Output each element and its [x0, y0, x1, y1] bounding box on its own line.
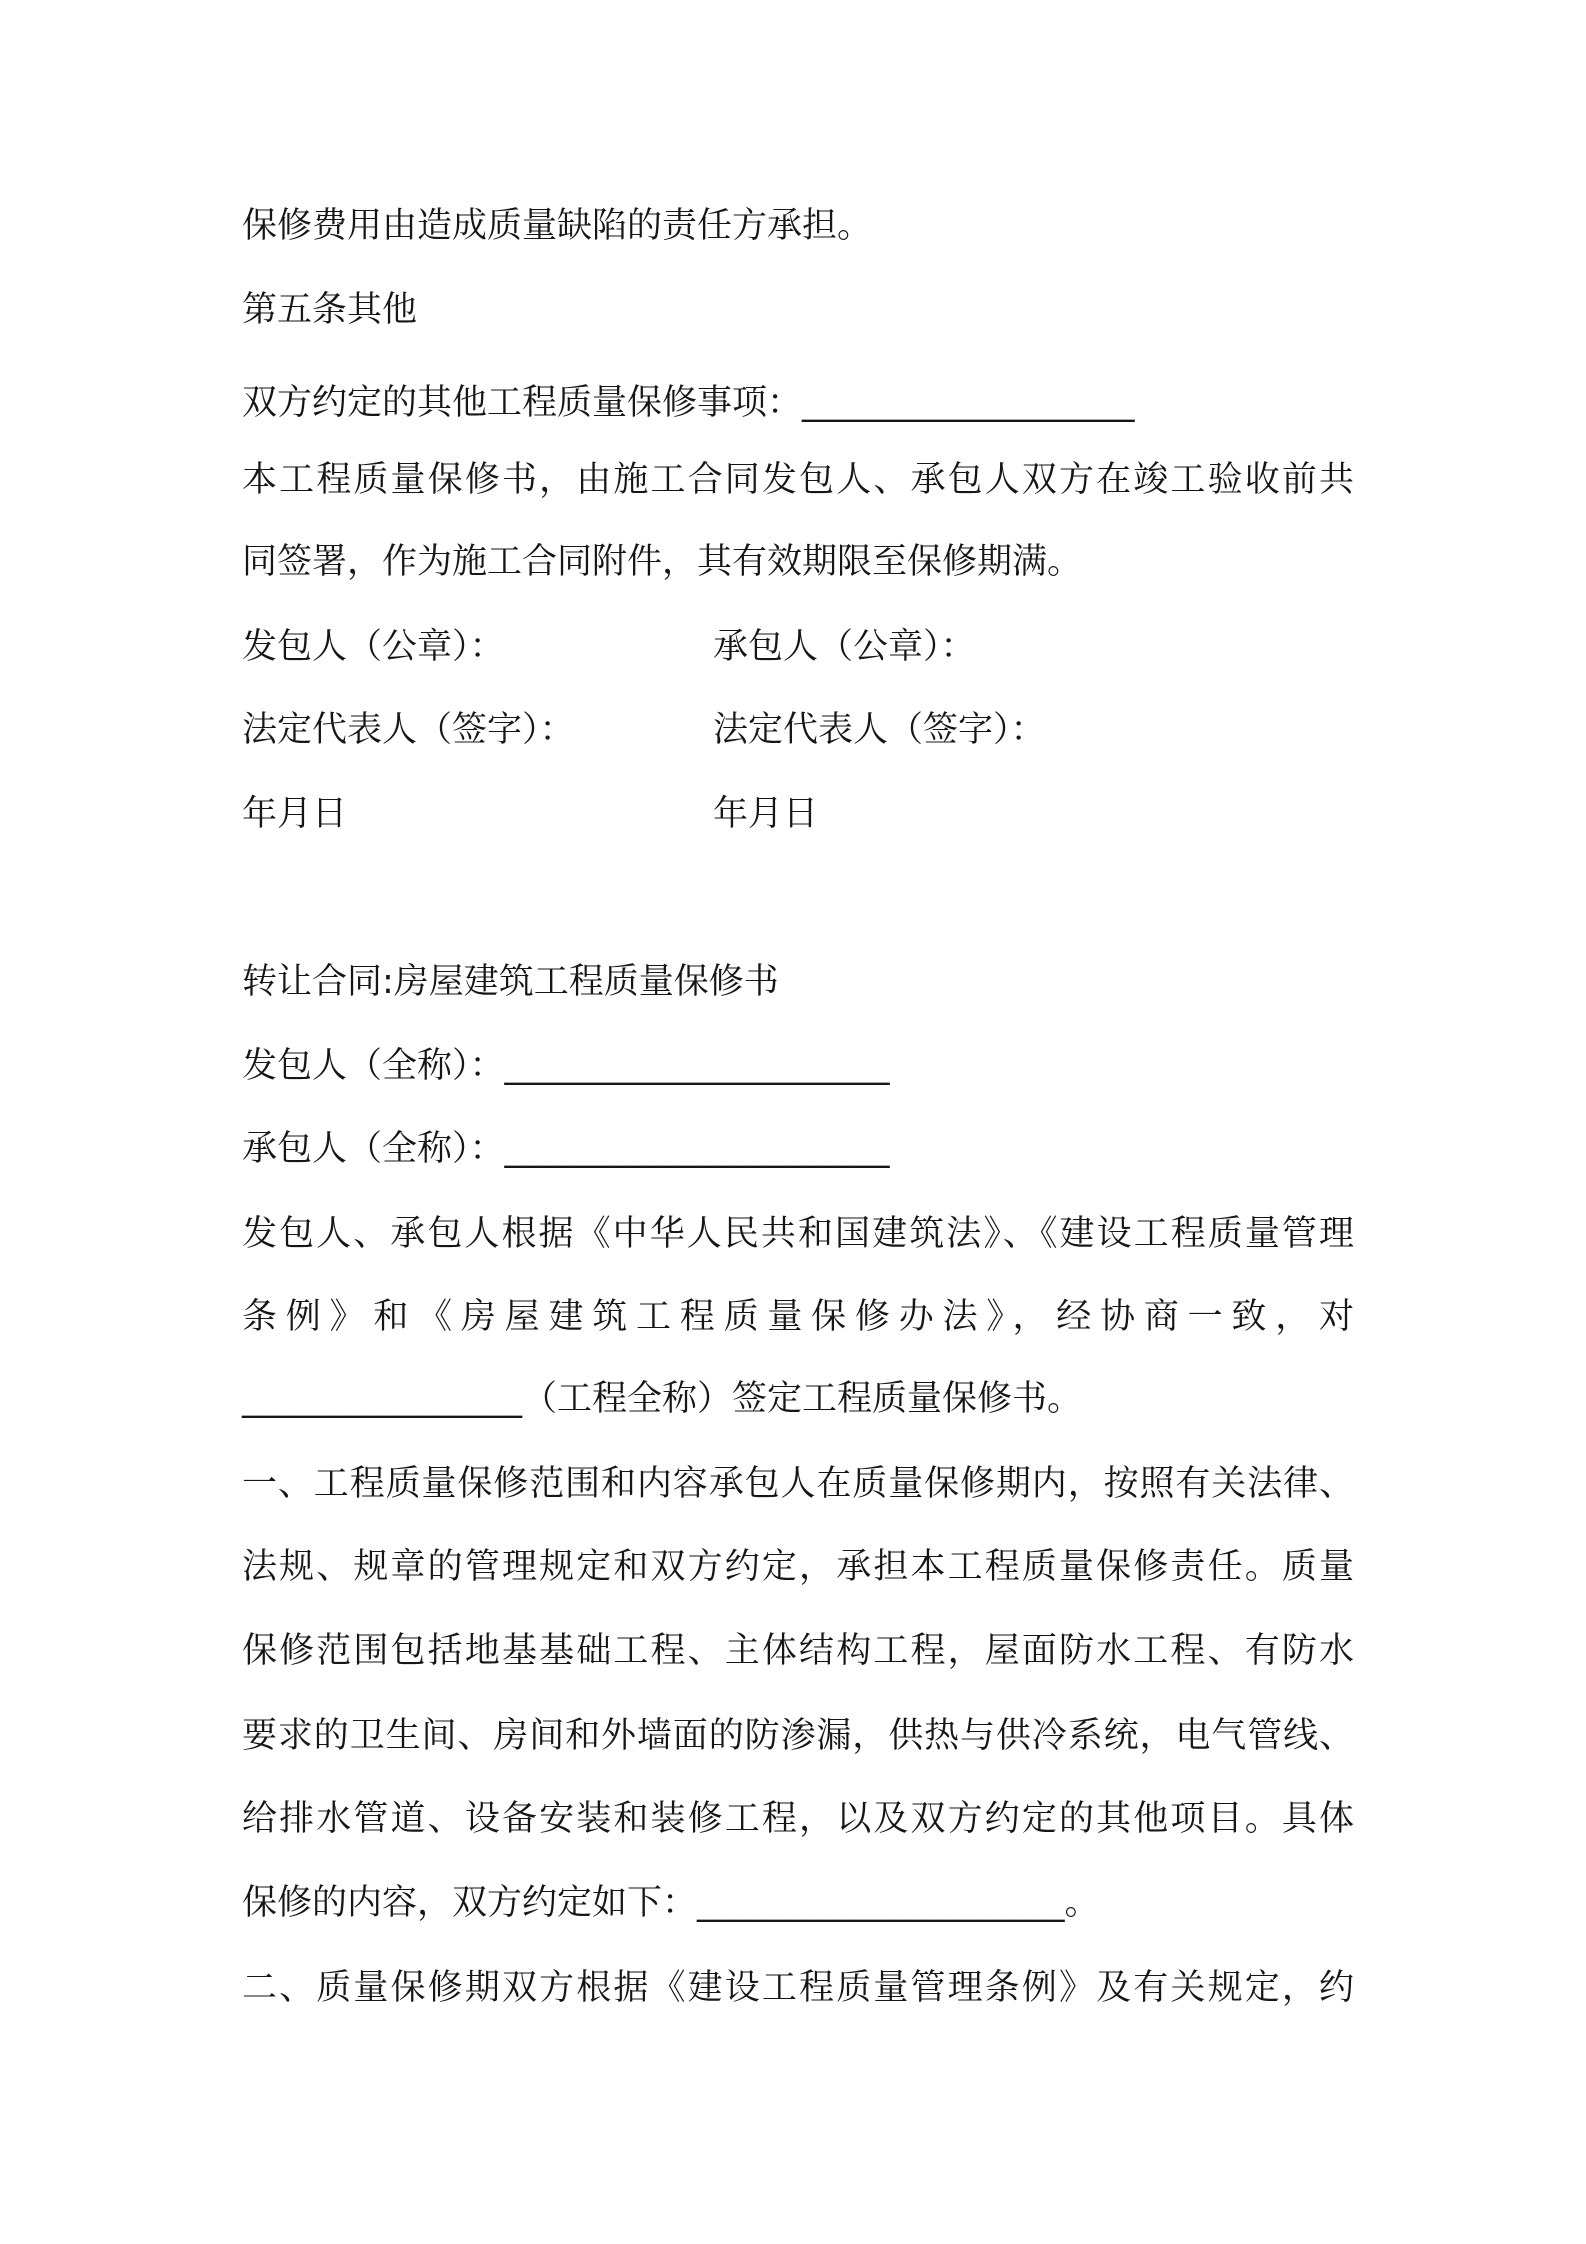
- section-one-line: 要求的卫生间、房间和外墙面的防渗漏，供热与供冷系统，电气管线、: [242, 1716, 1354, 1756]
- contractor-date-label: 年月日: [713, 794, 819, 834]
- employer-date-label: 年月日: [242, 794, 348, 834]
- section-one-line: 保修的内容，双方约定如下：_____________________。: [242, 1883, 1100, 1923]
- employer-name-blank: 发包人（全称）：______________________: [242, 1046, 890, 1086]
- other-items-blank-line: 双方约定的其他工程质量保修事项：___________________: [242, 383, 1135, 423]
- employer-seal-label: 发包人（公章）：: [242, 627, 505, 667]
- employer-representative-label: 法定代表人（签字）：: [242, 710, 575, 750]
- section-one-line: 给排水管道、设备安装和装修工程，以及双方约定的其他项目。具体: [242, 1799, 1354, 1839]
- article-five-heading: 第五条其他: [242, 290, 418, 330]
- section-one-line: 保修范围包括地基基础工程、主体结构工程，屋面防水工程、有防水: [242, 1631, 1354, 1671]
- section-one-line: 一、工程质量保修范围和内容承包人在质量保修期内，按照有关法律、: [242, 1464, 1354, 1504]
- intro-paragraph-line: 发包人、承包人根据《中华人民共和国建筑法》、《建设工程质量管理: [242, 1214, 1354, 1254]
- cost-responsibility-line: 保修费用由造成质量缺陷的责任方承担。: [242, 206, 873, 246]
- contractor-name-blank: 承包人（全称）：______________________: [242, 1129, 890, 1169]
- section-one-line: 法规、规章的管理规定和双方约定，承担本工程质量保修责任。质量: [242, 1547, 1354, 1587]
- closing-paragraph-line: 本工程质量保修书，由施工合同发包人、承包人双方在竣工验收前共: [242, 460, 1354, 500]
- document-title: 转让合同:房屋建筑工程质量保修书: [242, 962, 779, 1002]
- intro-paragraph-line: ________________（工程全称）签定工程质量保修书。: [242, 1379, 1083, 1419]
- section-two-line: 二、质量保修期双方根据《建设工程质量管理条例》及有关规定，约: [242, 1968, 1354, 2008]
- contractor-seal-label: 承包人（公章）：: [713, 627, 976, 667]
- intro-paragraph-line: 条例》和《房屋建筑工程质量保修办法》，经协商一致，对: [242, 1297, 1354, 1337]
- closing-paragraph-line: 同签署，作为施工合同附件，其有效期限至保修期满。: [242, 542, 1083, 582]
- contractor-representative-label: 法定代表人（签字）：: [713, 710, 1046, 750]
